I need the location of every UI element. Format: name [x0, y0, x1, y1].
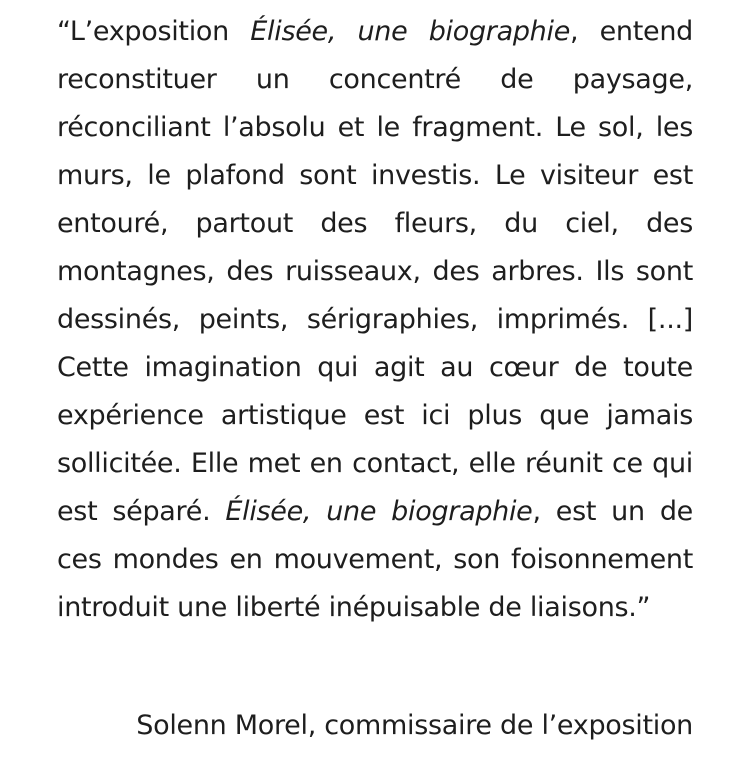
quote-body-text: , entend reconstituer un concentré de paysage, réconciliant l’absolu et le fragment. Le sol, les murs, le plafond sont investis. Le visiteur est entouré, partout des fleurs, du ciel, des montagnes, des ruisseaux, des arbres. Ils sont dessinés, peints, sérigraphies, imprimés. [...] Cette imagination qui agit au cœur de toute expérience artistique est ici plus que jamais sollicitée. Elle met en contact, elle réunit ce qui est séparé. — [57, 16, 693, 527]
quote-attribution: Solenn Morel, commissaire de l’exposition — [136, 710, 693, 741]
exhibition-title: Élisée, une biographie — [250, 16, 571, 47]
quote-opening-text: “L’exposition — [57, 16, 251, 47]
quote-closing-text: , est un de ces mondes en mouvement, son foisonnement introduit une liberté inépuisable de liaisons.” — [57, 496, 693, 623]
quote-paragraph — [57, 8, 693, 632]
exhibition-title: Élisée, une biographie — [225, 496, 533, 527]
